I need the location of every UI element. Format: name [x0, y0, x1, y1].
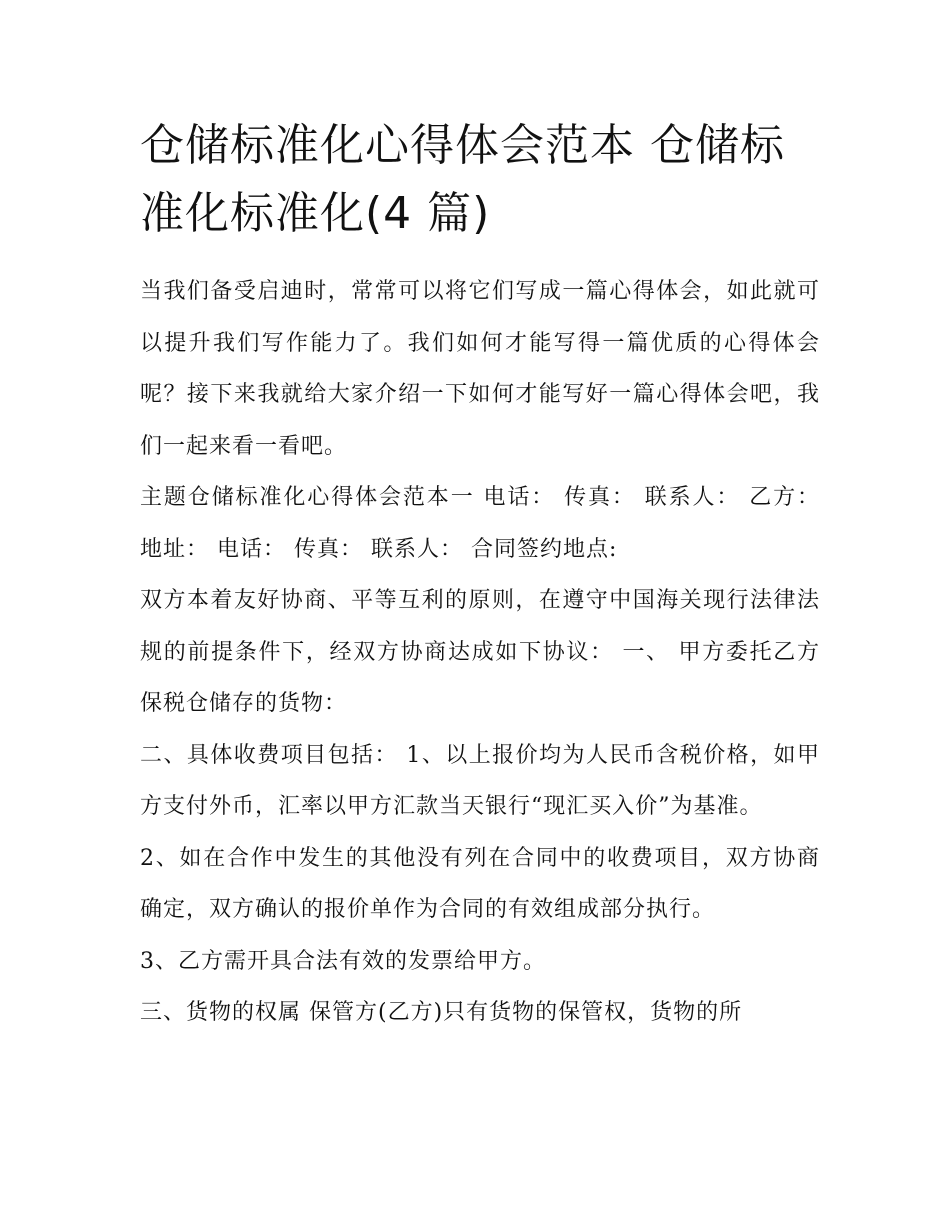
paragraph-contact-info: 主题仓储标准化心得体会范本一 电话： 传真： 联系人： 乙方： 地址： 电话： 传真： 联系人： 合同签约地点: — [140, 485, 820, 562]
document-body — [140, 112, 820, 1039]
paragraph-fee-items: 二、具体收费项目包括： 1、以上报价均为人民币含税价格，如甲方支付外币，汇率以甲方汇款当天银行“现汇买入价”为基准。 — [140, 742, 820, 819]
paragraph-intro: 当我们备受启迪时，常常可以将它们写成一篇心得体会，如此就可以提升我们写作能力了。我们如何才能写得一篇优质的心得体会呢？接下来我就给大家介绍一下如何才能写好一篇心得体会吧，我们一起来看一看吧。 — [140, 279, 820, 459]
paragraph-principles: 双方本着友好协商、平等互利的原则，在遵守中国海关现行法律法规的前提条件下，经双方协商达成如下协议： 一、 甲方委托乙方保税仓储存的货物： — [140, 588, 820, 716]
paragraph-ownership: 三、货物的权属 保管方(乙方)只有货物的保管权，货物的所 — [140, 1000, 743, 1025]
paragraph-other-fees: 2、如在合作中发生的其他没有列在合同中的收费项目，双方协商确定，双方确认的报价单作为合同的有效组成部分执行。 — [140, 845, 820, 922]
paragraph-invoice: 3、乙方需开具合法有效的发票给甲方。 — [140, 948, 546, 974]
document-title: 仓储标准化心得体会范本 仓储标准化标准化(4 篇) — [140, 120, 785, 239]
